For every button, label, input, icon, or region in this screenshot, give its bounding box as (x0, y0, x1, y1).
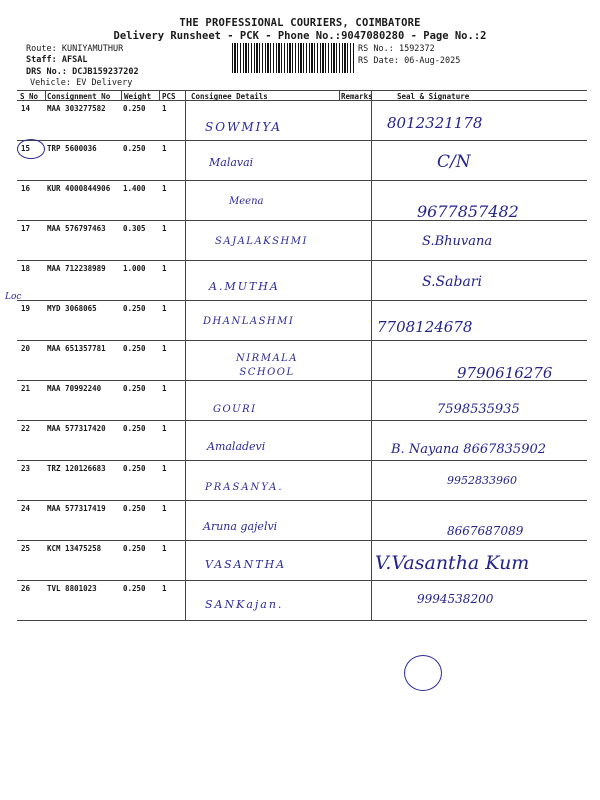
vehicle-label: Vehicle: (30, 78, 71, 88)
row-consignment: TRP 5600036 (47, 144, 97, 153)
row-pcs: 1 (162, 144, 167, 153)
row-consignment: MAA 577317420 (47, 424, 106, 433)
col-header-seal: Seal & Signature (397, 92, 470, 101)
row-divider (17, 460, 587, 461)
row-sno: 22 (21, 424, 31, 433)
row-signature: 7708124678 (377, 318, 473, 336)
row-divider (17, 180, 587, 181)
row-weight: 0.250 (123, 144, 146, 153)
header-subtitle: Delivery Runsheet - PCK - Phone No.:9047080280 - Page No.:2 (113, 30, 487, 42)
barcode (232, 43, 354, 73)
row-consignment: MAA 712238989 (47, 264, 106, 273)
row-consignee: NIRMALA SCHOOL (235, 353, 299, 378)
col-header-remarks: Remarks (341, 92, 373, 101)
col-header-consignee: Consignee Details (191, 92, 268, 101)
row-pcs: 1 (162, 104, 167, 113)
row-sno: 15 (21, 144, 31, 153)
row-pcs: 1 (162, 224, 167, 233)
row-weight: 1.000 (123, 264, 146, 273)
row-divider (17, 580, 587, 581)
row-consignment: MAA 577317419 (47, 504, 106, 513)
rs-no-line (358, 44, 435, 54)
vehicle-value: EV Delivery (76, 78, 133, 88)
row-pcs: 1 (162, 464, 167, 473)
row-weight: 0.250 (123, 544, 146, 553)
drs-label: DRS No.: (26, 67, 67, 77)
row-sno: 17 (21, 224, 31, 233)
col-divider (339, 90, 340, 100)
row-pcs: 1 (162, 584, 167, 593)
row-consignee: Malavai (209, 156, 254, 169)
row-signature: 7598535935 (437, 402, 520, 417)
row-consignment: MYD 3068065 (47, 304, 97, 313)
vehicle-line (30, 78, 132, 88)
row-consignee: VASANTHA (205, 558, 287, 571)
row-sno: 20 (21, 344, 31, 353)
row-consignment: MAA 651357781 (47, 344, 106, 353)
row-signature: S.Sabari (422, 274, 482, 290)
staff-label: Staff: (26, 55, 57, 65)
row-divider (17, 260, 587, 261)
col-divider (159, 90, 160, 100)
row-weight: 0.250 (123, 464, 146, 473)
header-title: THE PROFESSIONAL COURIERS, COIMBATORE (179, 17, 421, 29)
row-pcs: 1 (162, 304, 167, 313)
row-sno: 25 (21, 544, 31, 553)
row-weight: 0.305 (123, 224, 146, 233)
row-divider (17, 500, 587, 501)
row-consignment: MAA 70992240 (47, 384, 102, 393)
row-sno: 19 (21, 304, 31, 313)
drs-value: DCJB159237202 (72, 67, 139, 77)
row-consignee: A.MUTHA (209, 280, 280, 293)
row-weight: 0.250 (123, 304, 146, 313)
row-divider (17, 540, 587, 541)
row-signature: 8012321178 (387, 114, 483, 132)
row-consignment: TVL 8801023 (47, 584, 97, 593)
table-border-bottom (17, 620, 587, 621)
row-consignment: MAA 303277582 (47, 104, 106, 113)
row-divider (17, 140, 587, 141)
row-weight: 0.250 (123, 504, 146, 513)
row-signature: 9790616276 (457, 364, 553, 382)
row-pcs: 1 (162, 184, 167, 193)
row-sno: 24 (21, 504, 31, 513)
row-consignee: SAJALAKSHMI (215, 236, 308, 247)
row-pcs: 1 (162, 384, 167, 393)
rs-no-label: RS No.: (358, 44, 394, 54)
staff-value: AFSAL (61, 55, 88, 65)
row-weight: 0.250 (123, 424, 146, 433)
row-consignee: SANKajan. (205, 598, 284, 611)
row-signature: S.Bhuvana (422, 234, 493, 249)
col-header-consignment: Consignment No (47, 92, 111, 101)
row-consignment: TRZ 120126683 (47, 464, 106, 473)
rs-date-label: RS Date: (358, 56, 399, 66)
row-signature: 9952833960 (447, 474, 517, 487)
row-weight: 0.250 (123, 104, 146, 113)
staff-line (26, 55, 87, 65)
row-consignee: Amaladevi (207, 440, 266, 453)
row-pcs: 1 (162, 544, 167, 553)
row-sno: 16 (21, 184, 31, 193)
circle-mark (404, 655, 442, 691)
row-consignee: SOWMIYA (205, 120, 283, 134)
row-signature: V.Vasantha Kum (375, 552, 530, 574)
row-signature: 8667687089 (447, 524, 524, 538)
row-consignment: MAA 576797463 (47, 224, 106, 233)
row-consignee: DHANLASHMI (203, 316, 295, 327)
route-value: KUNIYAMUTHUR (61, 44, 124, 54)
row-divider (17, 340, 587, 341)
row-divider (17, 420, 587, 421)
row-signature: 9677857482 (417, 202, 519, 221)
drs-line (26, 67, 139, 77)
row-weight: 0.250 (123, 344, 146, 353)
row-pcs: 1 (162, 264, 167, 273)
row-consignee: PRASANYA. (205, 482, 284, 493)
row-pcs: 1 (162, 504, 167, 513)
row-signature: C/N (437, 152, 471, 172)
row-weight: 1.400 (123, 184, 146, 193)
row-weight: 0.250 (123, 384, 146, 393)
table-border-top (17, 90, 587, 91)
rs-date-value: 06-Aug-2025 (404, 56, 461, 66)
row-consignee: Aruna gajelvi (203, 520, 278, 533)
rs-no-value: 1592372 (398, 44, 435, 54)
col-header-weight: Weight (124, 92, 152, 101)
row-note: Loc (5, 292, 22, 302)
row-sno: 14 (21, 104, 31, 113)
row-consignment: KCM 13475258 (47, 544, 102, 553)
row-consignee: GOURI (213, 404, 257, 415)
row-pcs: 1 (162, 344, 167, 353)
route-line (26, 44, 123, 54)
col-divider (121, 90, 122, 100)
col-divider (45, 90, 46, 100)
row-consignment: KUR 4000844906 (47, 184, 111, 193)
col-header-sno: S No (20, 92, 39, 101)
row-sno: 21 (21, 384, 31, 393)
row-divider (17, 300, 587, 301)
row-consignee: Meena (229, 196, 264, 207)
row-sno: 23 (21, 464, 31, 473)
row-sno: 26 (21, 584, 31, 593)
col-header-pcs: PCS (162, 92, 176, 101)
row-weight: 0.250 (123, 584, 146, 593)
row-signature: B. Nayana 8667835902 (391, 442, 547, 457)
row-pcs: 1 (162, 424, 167, 433)
rs-date-line (358, 56, 460, 66)
runsheet-table (5, 90, 587, 620)
route-label: Route: (26, 44, 57, 54)
row-sno: 18 (21, 264, 31, 273)
row-signature: 9994538200 (417, 592, 494, 606)
